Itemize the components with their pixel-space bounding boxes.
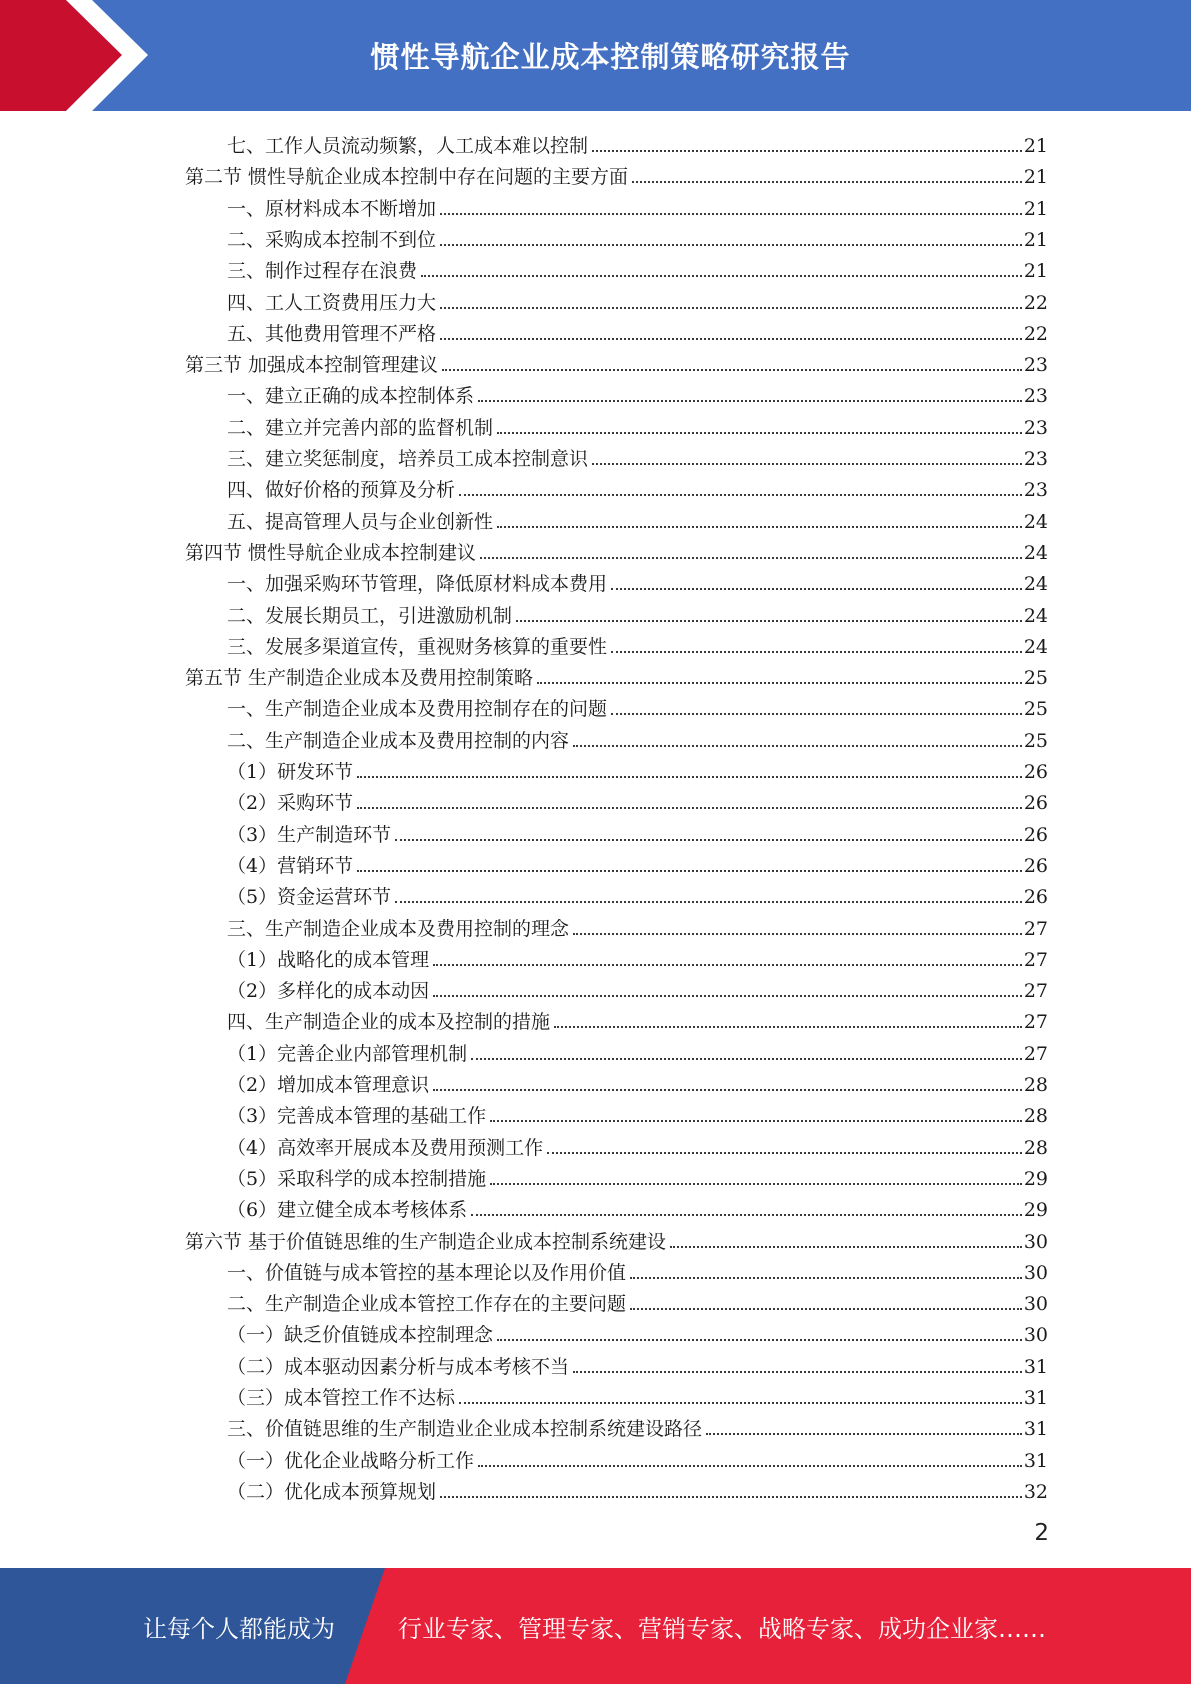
toc-dot-leader bbox=[630, 1277, 1022, 1279]
toc-dot-leader bbox=[471, 1058, 1022, 1060]
toc-entry[interactable] bbox=[227, 816, 1048, 846]
toc-entry-label: （2）多样化的成本动因 bbox=[227, 980, 430, 1003]
toc-dot-leader bbox=[497, 1339, 1022, 1341]
toc-entry[interactable] bbox=[227, 190, 1048, 220]
toc-dot-leader bbox=[537, 682, 1022, 684]
toc-entry-page: 23 bbox=[1023, 385, 1048, 408]
toc-entry[interactable] bbox=[227, 1097, 1048, 1127]
toc-entry-label: 五、其他费用管理不严格 bbox=[227, 322, 437, 345]
toc-entry-page: 23 bbox=[1023, 354, 1048, 377]
toc-entry-page: 23 bbox=[1023, 448, 1048, 470]
toc-entry[interactable] bbox=[227, 252, 1048, 282]
toc-entry-label: （1）完善企业内部管理机制 bbox=[227, 1042, 468, 1065]
toc-entry-label: 第六节 基于价值链思维的生产制造企业成本控制系统建设 bbox=[185, 1230, 667, 1253]
toc-entry-label: （三）成本管控工作不达标 bbox=[227, 1387, 456, 1409]
toc-entry-label: （3）生产制造环节 bbox=[227, 823, 392, 846]
toc-dot-leader bbox=[516, 620, 1022, 622]
toc-dot-leader bbox=[611, 713, 1022, 715]
toc-dot-leader bbox=[395, 839, 1022, 841]
toc-entry-label: （一）缺乏价值链成本控制理念 bbox=[227, 1324, 494, 1347]
toc-entry-page: 25 bbox=[1023, 667, 1048, 690]
toc-entry[interactable] bbox=[227, 1442, 1048, 1472]
toc-entry-page: 21 bbox=[1023, 197, 1048, 220]
toc-dot-leader bbox=[632, 181, 1022, 183]
toc-entry-label: （2）增加成本管理意识 bbox=[227, 1074, 430, 1096]
toc-entry-page: 24 bbox=[1023, 573, 1048, 596]
toc-entry[interactable] bbox=[227, 1160, 1048, 1190]
toc-entry[interactable] bbox=[227, 628, 1048, 658]
toc-entry[interactable] bbox=[227, 565, 1048, 595]
toc-entry-page: 26 bbox=[1023, 823, 1048, 846]
toc-dot-leader bbox=[440, 244, 1022, 246]
toc-entry-page: 30 bbox=[1023, 1324, 1048, 1347]
toc-entry-page: 30 bbox=[1023, 1293, 1048, 1316]
toc-entry-page: 24 bbox=[1023, 604, 1048, 627]
toc-entry-page: 31 bbox=[1023, 1418, 1048, 1441]
toc-dot-leader bbox=[421, 275, 1022, 277]
toc-dot-leader bbox=[573, 745, 1022, 747]
toc-entry-page: 31 bbox=[1023, 1449, 1048, 1472]
toc-entry[interactable] bbox=[227, 597, 1048, 627]
toc-entry-label: （6）建立健全成本考核体系 bbox=[227, 1199, 468, 1222]
toc-entry[interactable] bbox=[227, 847, 1048, 877]
toc-entry-page: 27 bbox=[1023, 1042, 1048, 1065]
toc-entry-label: 一、价值链与成本管控的基本理论以及作用价值 bbox=[227, 1261, 627, 1284]
toc-entry-label: 三、发展多渠道宣传，重视财务核算的重要性 bbox=[227, 635, 608, 658]
toc-entry-page: 30 bbox=[1023, 1261, 1048, 1284]
toc-entry-page: 23 bbox=[1023, 416, 1048, 439]
toc-entry-label: （1）研发环节 bbox=[227, 761, 354, 783]
toc-entry-label: （5）资金运营环节 bbox=[227, 886, 392, 909]
toc-entry-page: 29 bbox=[1023, 1199, 1048, 1222]
toc-entry-label: 一、原材料成本不断增加 bbox=[227, 197, 437, 220]
toc-entry-label: （4）营销环节 bbox=[227, 854, 354, 877]
toc-entry-page: 31 bbox=[1023, 1387, 1048, 1409]
toc-entry[interactable] bbox=[227, 690, 1048, 720]
toc-dot-leader bbox=[440, 1496, 1022, 1498]
footer-slogan-right: 行业专家、管理专家、营销专家、战略专家、成功企业家…… bbox=[398, 1614, 1046, 1643]
toc-entry[interactable] bbox=[227, 221, 1048, 251]
toc-entry-page: 27 bbox=[1023, 948, 1048, 971]
toc-entry[interactable] bbox=[227, 1254, 1048, 1284]
toc-dot-leader bbox=[573, 1371, 1022, 1373]
toc-dot-leader bbox=[440, 307, 1022, 309]
toc-dot-leader bbox=[442, 369, 1022, 371]
toc-entry-page: 27 bbox=[1023, 917, 1048, 940]
toc-entry-label: （2）采购环节 bbox=[227, 792, 354, 815]
toc-entry-label: 三、建立奖惩制度，培养员工成本控制意识 bbox=[227, 448, 589, 470]
toc-entry-label: 二、采购成本控制不到位 bbox=[227, 228, 437, 251]
toc-entry-page: 28 bbox=[1023, 1136, 1048, 1159]
toc-entry-page: 24 bbox=[1023, 510, 1048, 533]
toc-entry-label: （一）优化企业战略分析工作 bbox=[227, 1449, 475, 1472]
toc-entry[interactable] bbox=[227, 1191, 1048, 1221]
toc-entry[interactable] bbox=[227, 315, 1048, 345]
toc-entry[interactable] bbox=[227, 503, 1048, 533]
toc-entry[interactable] bbox=[227, 1410, 1048, 1440]
toc-entry[interactable] bbox=[185, 158, 1048, 188]
toc-entry[interactable] bbox=[227, 1379, 1048, 1409]
toc-entry-page: 22 bbox=[1023, 322, 1048, 345]
toc-entry-label: 一、建立正确的成本控制体系 bbox=[227, 385, 475, 408]
toc-entry-label: （1）战略化的成本管理 bbox=[227, 948, 430, 971]
toc-entry-page: 26 bbox=[1023, 854, 1048, 877]
toc-dot-leader bbox=[440, 338, 1022, 340]
toc-entry-label: （4）高效率开展成本及费用预测工作 bbox=[227, 1136, 544, 1159]
toc-entry-page: 29 bbox=[1023, 1167, 1048, 1190]
toc-entry-label: 四、工人工资费用压力大 bbox=[227, 291, 437, 314]
toc-entry[interactable] bbox=[227, 409, 1048, 439]
toc-entry-page: 27 bbox=[1023, 1011, 1048, 1034]
page-number: 2 bbox=[1034, 1520, 1049, 1546]
toc-dot-leader bbox=[433, 964, 1022, 966]
toc-entry-label: 四、做好价格的预算及分析 bbox=[227, 479, 456, 502]
toc-entry[interactable] bbox=[227, 722, 1048, 752]
toc-entry-page: 26 bbox=[1023, 792, 1048, 815]
toc-entry-page: 24 bbox=[1023, 635, 1048, 658]
toc-dot-leader bbox=[357, 870, 1022, 872]
toc-entry[interactable] bbox=[227, 1066, 1048, 1096]
toc-dot-leader bbox=[478, 1465, 1022, 1467]
page-header bbox=[0, 0, 1191, 111]
toc-entry-page: 28 bbox=[1023, 1105, 1048, 1128]
report-title: 惯性导航企业成本控制策略研究报告 bbox=[370, 40, 851, 74]
toc-dot-leader bbox=[547, 1152, 1022, 1154]
toc-entry-label: 一、加强采购环节管理，降低原材料成本费用 bbox=[227, 573, 608, 596]
toc-dot-leader bbox=[670, 1246, 1022, 1248]
toc-entry-label: 二、发展长期员工，引进激励机制 bbox=[227, 604, 513, 627]
toc-dot-leader bbox=[611, 651, 1022, 653]
toc-entry-page: 21 bbox=[1023, 135, 1048, 157]
toc-entry-page: 25 bbox=[1023, 698, 1048, 721]
toc-dot-leader bbox=[630, 1308, 1022, 1310]
toc-dot-leader bbox=[573, 933, 1022, 935]
toc-dot-leader bbox=[478, 400, 1022, 402]
toc-entry[interactable] bbox=[227, 878, 1048, 908]
toc-dot-leader bbox=[459, 494, 1022, 496]
toc-entry[interactable] bbox=[227, 753, 1048, 783]
toc-entry[interactable] bbox=[227, 471, 1048, 501]
toc-entry-page: 26 bbox=[1023, 886, 1048, 909]
toc-entry-label: 第四节 惯性导航企业成本控制建议 bbox=[185, 541, 477, 564]
toc-entry-label: 二、生产制造企业成本及费用控制的内容 bbox=[227, 729, 570, 752]
toc-dot-leader bbox=[357, 776, 1022, 778]
toc-entry[interactable] bbox=[227, 127, 1048, 157]
toc-entry-page: 25 bbox=[1023, 729, 1048, 752]
toc-entry[interactable] bbox=[185, 346, 1048, 376]
toc-entry-label: 第二节 惯性导航企业成本控制中存在问题的主要方面 bbox=[185, 166, 629, 189]
toc-entry-label: 第三节 加强成本控制管理建议 bbox=[185, 354, 439, 377]
toc-dot-leader bbox=[497, 526, 1022, 528]
toc-dot-leader bbox=[497, 432, 1022, 434]
toc-entry-label: （5）采取科学的成本控制措施 bbox=[227, 1167, 487, 1190]
toc-entry-page: 21 bbox=[1023, 166, 1048, 189]
toc-entry-label: （二）成本驱动因素分析与成本考核不当 bbox=[227, 1355, 570, 1378]
toc-entry[interactable] bbox=[227, 440, 1048, 470]
toc-entry-page: 22 bbox=[1023, 291, 1048, 314]
toc-entry[interactable] bbox=[227, 1129, 1048, 1159]
toc-entry-page: 26 bbox=[1023, 761, 1048, 783]
toc-dot-leader bbox=[433, 995, 1022, 997]
toc-entry[interactable] bbox=[185, 534, 1048, 564]
toc-entry-label: 三、价值链思维的生产制造业企业成本控制系统建设路径 bbox=[227, 1418, 703, 1441]
toc-entry-label: （3）完善成本管理的基础工作 bbox=[227, 1105, 487, 1128]
toc-dot-leader bbox=[480, 557, 1022, 559]
toc-entry[interactable] bbox=[227, 1348, 1048, 1378]
toc-entry-label: 四、生产制造企业的成本及控制的措施 bbox=[227, 1011, 551, 1034]
toc-entry-label: 二、建立并完善内部的监督机制 bbox=[227, 416, 494, 439]
toc-entry-page: 21 bbox=[1023, 228, 1048, 251]
toc-entry[interactable] bbox=[227, 941, 1048, 971]
toc-entry[interactable] bbox=[227, 784, 1048, 814]
toc-entry-page: 21 bbox=[1023, 260, 1048, 283]
footer-slogan-left: 让每个人都能成为 bbox=[143, 1614, 335, 1643]
toc-entry[interactable] bbox=[227, 1316, 1048, 1346]
toc-entry-label: （二）优化成本预算规划 bbox=[227, 1480, 437, 1503]
toc-dot-leader bbox=[490, 1120, 1022, 1122]
toc-entry-page: 32 bbox=[1023, 1480, 1048, 1503]
toc-dot-leader bbox=[554, 1026, 1022, 1028]
toc-entry-page: 27 bbox=[1023, 980, 1048, 1003]
toc-entry[interactable] bbox=[227, 1285, 1048, 1315]
toc-entry-label: 三、制作过程存在浪费 bbox=[227, 260, 418, 283]
toc-dot-leader bbox=[459, 1402, 1022, 1404]
toc-dot-leader bbox=[592, 463, 1022, 465]
toc-dot-leader bbox=[592, 150, 1022, 152]
toc-entry[interactable] bbox=[227, 910, 1048, 940]
toc-dot-leader bbox=[440, 213, 1022, 215]
toc-entry[interactable] bbox=[227, 1003, 1048, 1033]
toc-dot-leader bbox=[433, 1089, 1022, 1091]
toc-dot-leader bbox=[357, 807, 1022, 809]
toc-entry-page: 28 bbox=[1023, 1074, 1048, 1096]
toc-dot-leader bbox=[706, 1433, 1022, 1435]
toc-entry-label: 七、工作人员流动频繁，人工成本难以控制 bbox=[227, 135, 589, 157]
toc-entry[interactable] bbox=[227, 1473, 1048, 1503]
toc-entry-label: 二、生产制造企业成本管控工作存在的主要问题 bbox=[227, 1293, 627, 1316]
page-footer bbox=[0, 1568, 1191, 1684]
toc-entry-page: 23 bbox=[1023, 479, 1048, 502]
toc-dot-leader bbox=[490, 1183, 1022, 1185]
toc-entry-label: 第五节 生产制造企业成本及费用控制策略 bbox=[185, 667, 534, 690]
toc-entry[interactable] bbox=[227, 377, 1048, 407]
toc-entry-page: 30 bbox=[1023, 1230, 1048, 1253]
toc-entry[interactable] bbox=[185, 1223, 1048, 1253]
toc-entry-page: 31 bbox=[1023, 1355, 1048, 1378]
toc-entry[interactable] bbox=[227, 284, 1048, 314]
toc-entry-page: 24 bbox=[1023, 541, 1048, 564]
toc-dot-leader bbox=[395, 901, 1022, 903]
toc-dot-leader bbox=[471, 1214, 1022, 1216]
toc-entry[interactable] bbox=[227, 1035, 1048, 1065]
toc-dot-leader bbox=[611, 588, 1022, 590]
toc-entry[interactable] bbox=[227, 972, 1048, 1002]
toc-entry-label: 一、生产制造企业成本及费用控制存在的问题 bbox=[227, 698, 608, 721]
toc-entry-label: 五、提高管理人员与企业创新性 bbox=[227, 510, 494, 533]
toc-entry-label: 三、生产制造企业成本及费用控制的理念 bbox=[227, 917, 570, 940]
toc-entry[interactable] bbox=[185, 659, 1048, 689]
